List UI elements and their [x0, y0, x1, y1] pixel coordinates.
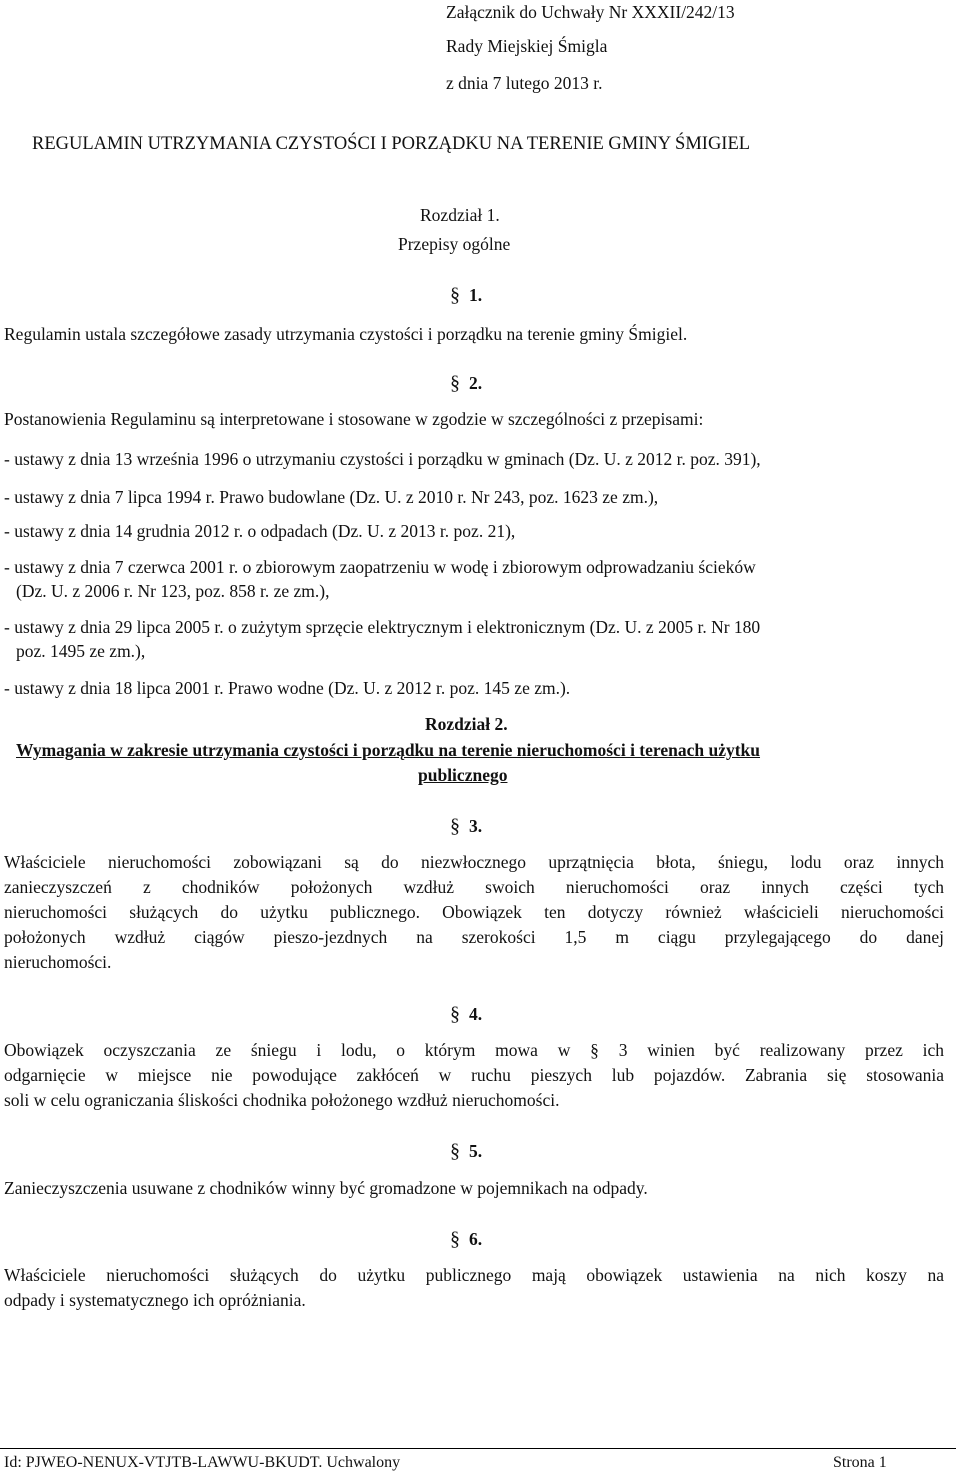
- section-3-line: nieruchomości służących do użytku publicznego. Obowiązek ten dotyczy również właścicieli nieruchomości: [4, 902, 944, 922]
- section-6-number: 6.: [469, 1229, 483, 1249]
- section-4-text: 3 winien być realizowany przez ich: [618, 1040, 945, 1060]
- section-1-text: Regulamin ustala szczegółowe zasady utrzymania czystości i porządku na terenie gminy Śmigiel.: [4, 324, 688, 344]
- section-2-heading: [450, 372, 482, 395]
- chapter-2-name-line1: Wymagania w zakresie utrzymania czystości i porządku na terenie nieruchomości i terenach użytku: [16, 740, 761, 760]
- section-3-line: nieruchomości.: [4, 952, 112, 972]
- section-4-line: odgarnięcie w miejsce nie powodujące zakłóceń w ruchu pieszych lub pojazdów. Zabrania się stosowania: [4, 1065, 944, 1085]
- section-symbol: §: [450, 815, 460, 837]
- section-2-intro: Postanowienia Regulaminu są interpretowane i stosowane w zgodzie w szczególności z przepisami:: [4, 409, 704, 429]
- section-4-text: Obowiązek oczyszczania ze śniegu i lodu, o którym mowa w: [4, 1040, 571, 1060]
- section-4-heading: [450, 1003, 482, 1026]
- section-6-line: odpady i systematycznego ich opróżniania.: [4, 1290, 306, 1310]
- section-symbol: §: [450, 1140, 460, 1162]
- document-title: REGULAMIN UTRZYMANIA CZYSTOŚCI I PORZĄDKU NA TERENIE GMINY ŚMIGIEL: [32, 134, 751, 154]
- section-reference-symbol: §: [590, 1040, 599, 1060]
- section-symbol: §: [450, 372, 460, 394]
- section-3-number: 3.: [469, 816, 483, 836]
- footer-divider: [0, 1448, 956, 1449]
- section-2-number: 2.: [469, 373, 483, 393]
- section-1-heading: [450, 284, 482, 307]
- section-2-item: - ustawy z dnia 13 września 1996 o utrzymaniu czystości i porządku w gminach (Dz. U. z 2012 r. poz. 391),: [4, 449, 761, 469]
- chapter-2-name-line2: publicznego: [418, 765, 508, 785]
- section-1-number: 1.: [469, 285, 483, 305]
- section-6-line: Właściciele nieruchomości służących do użytku publicznego mają obowiązek ustawienia na nich koszy na: [4, 1265, 944, 1285]
- section-2-item: - ustawy z dnia 18 lipca 2001 r. Prawo wodne (Dz. U. z 2012 r. poz. 145 ze zm.).: [4, 678, 571, 698]
- section-symbol: §: [450, 1228, 460, 1250]
- section-2-item: - ustawy z dnia 14 grudnia 2012 r. o odpadach (Dz. U. z 2013 r. poz. 21),: [4, 521, 516, 541]
- footer-page-number: Strona 1: [833, 1454, 887, 1471]
- chapter-2-number: Rozdział 2.: [425, 714, 508, 734]
- header-date: z dnia 7 lutego 2013 r.: [446, 73, 603, 93]
- section-5-number: 5.: [469, 1141, 483, 1161]
- section-2-item: - ustawy z dnia 7 czerwca 2001 r. o zbiorowym zaopatrzeniu w wodę i zbiorowym odprowadzaniu ścieków: [4, 557, 756, 577]
- chapter-1-name: Przepisy ogólne: [398, 234, 511, 254]
- header-resolution: Załącznik do Uchwały Nr XXXII/242/13: [446, 2, 735, 22]
- section-2-item-continued: (Dz. U. z 2006 r. Nr 123, poz. 858 r. ze zm.),: [16, 581, 330, 601]
- section-4-line: soli w celu ograniczania śliskości chodnika położonego wzdłuż nieruchomości.: [4, 1090, 560, 1110]
- chapter-1-number: Rozdział 1.: [420, 205, 500, 225]
- section-3-line: zanieczyszczeń z chodników położonych wzdłuż swoich nieruchomości oraz innych części tych: [4, 877, 944, 897]
- section-5-text: Zanieczyszczenia usuwane z chodników winny być gromadzone w pojemnikach na odpady.: [4, 1178, 648, 1198]
- section-6-heading: [450, 1228, 482, 1251]
- section-symbol: §: [450, 1003, 460, 1025]
- section-3-line: położonych wzdłuż ciągów pieszo-jezdnych na szerokości 1,5 m ciągu przylegającego do danej: [4, 927, 944, 947]
- section-2-item-continued: poz. 1495 ze zm.),: [16, 641, 146, 661]
- header-council: Rady Miejskiej Śmigla: [446, 36, 608, 56]
- section-2-item: - ustawy z dnia 29 lipca 2005 r. o zużytym sprzęcie elektrycznym i elektronicznym (Dz. U. z 2005 r. Nr 180: [4, 617, 761, 637]
- section-3-line: Właściciele nieruchomości zobowiązani są do niezwłocznego uprzątnięcia błota, śniegu, lodu oraz innych: [4, 852, 944, 872]
- footer-document-id: Id: PJWEO-NENUX-VTJTB-LAWWU-BKUDT. Uchwalony: [4, 1454, 401, 1471]
- section-5-heading: [450, 1140, 482, 1163]
- section-2-item: - ustawy z dnia 7 lipca 1994 r. Prawo budowlane (Dz. U. z 2010 r. Nr 243, poz. 1623 ze zm.),: [4, 487, 659, 507]
- section-3-heading: [450, 815, 482, 838]
- section-4-number: 4.: [469, 1004, 483, 1024]
- section-symbol: §: [450, 284, 460, 306]
- section-4-line: [4, 1040, 944, 1061]
